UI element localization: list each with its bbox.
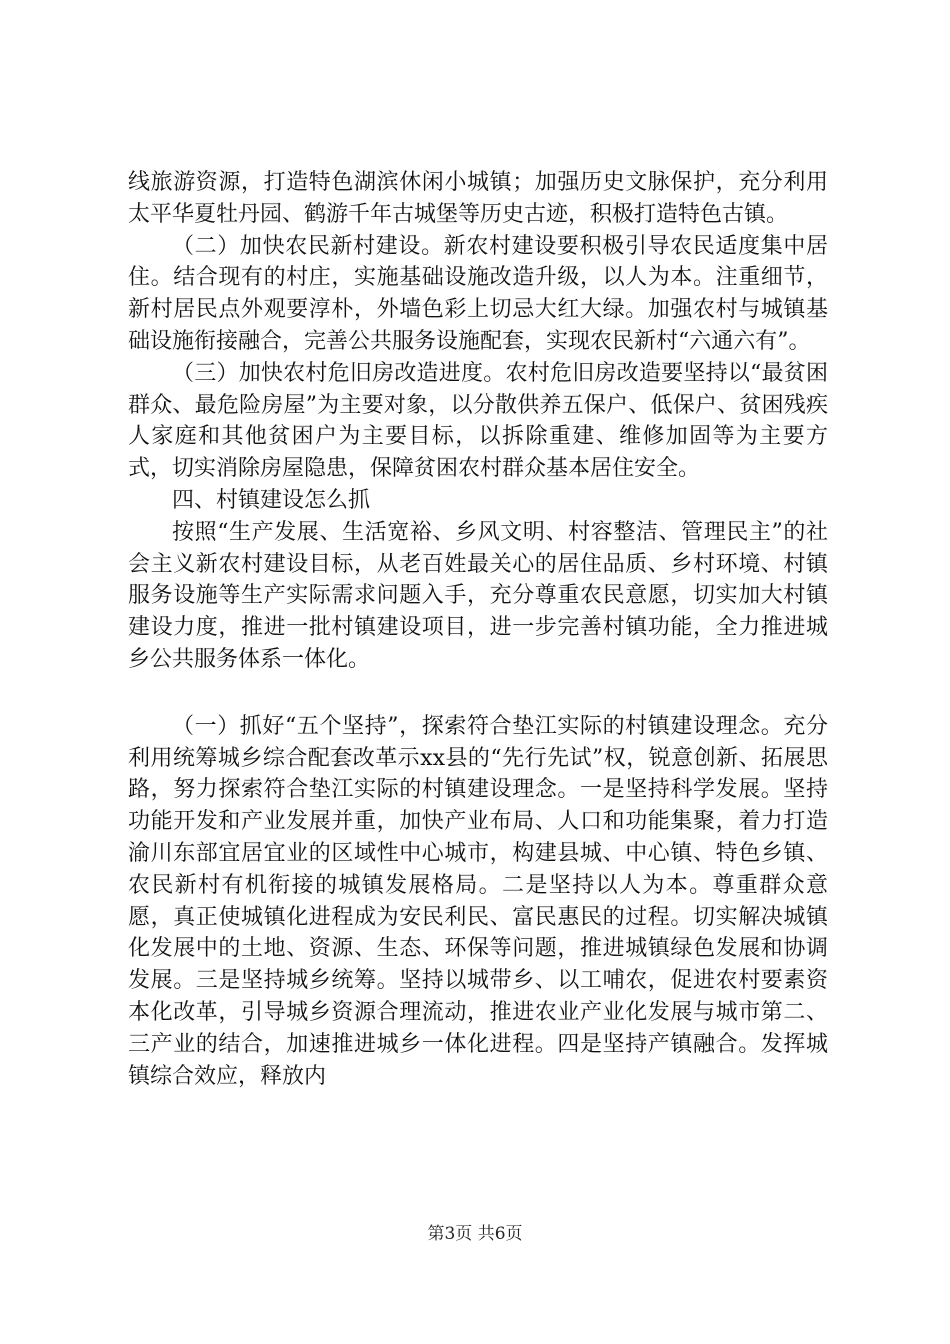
document-body: [128, 167, 828, 1092]
paragraph-dilapidated-housing: （三）加快农村危旧房改造进度。农村危旧房改造要坚持以“最贫困群众、最危险房屋”为主要对象，以分散供养五保户、低保户、贫困残疾人家庭和其他贫困户为主要目标，以拆除重建、维修加固等为主要方式，切实消除房屋隐患，保障贫困农村群众基本居住安全。: [128, 360, 828, 482]
paragraph-five-persist: （一）抓好“五个坚持”，探索符合垫江实际的村镇建设理念。充分利用统筹城乡综合配套改革示xx县的“先行先试”权，锐意创新、拓展思路，努力探索符合垫江实际的村镇建设理念。一是坚持科学发展。坚持功能开发和产业发展并重，加快产业布局、人口和功能集聚，着力打造渝川东部宜居宜业的区域性中心城市，构建县城、中心镇、特色乡镇、农民新村有机衔接的城镇发展格局。二是坚持以人为本。尊重群众意愿，真正使城镇化进程成为安民利民、富民惠民的过程。切实解决城镇化发展中的土地、资源、生态、环保等问题，推进城镇绿色发展和协调发展。三是坚持城乡统筹。坚持以城带乡、以工哺农，促进农村要素资本化改革，引导城乡资源合理流动，推进农业产业化发展与城市第二、三产业的结合，加速推进城乡一体化进程。四是坚持产镇融合。发挥城镇综合效应，释放内: [128, 713, 828, 1089]
paragraph-gap: [128, 676, 828, 711]
paragraph-new-village: （二）加快农民新村建设。新农村建设要积极引导农民适度集中居住。结合现有的村庄，实施基础设施改造升级，以人为本。注重细节，新村居民点外观要淳朴，外墙色彩上切忌大红大绿。加强农村与城镇基础设施衔接融合，完善公共服务设施配套，实现农民新村“六通六有”。: [128, 233, 828, 354]
section-heading: 四、村镇建设怎么抓: [172, 487, 371, 513]
paragraph-continuation: 线旅游资源，打造特色湖滨休闲小城镇；加强历史文脉保护，充分利用太平华夏牡丹园、鹤游千年古城堡等历史古迹，积极打造特色古镇。: [128, 170, 828, 227]
page-number-footer: 第3页 共6页: [427, 1224, 523, 1244]
paragraph-goals: 按照“生产发展、生活宽裕、乡风文明、村容整洁、管理民主”的社会主义新农村建设目标，从老百姓最关心的居住品质、乡村环境、村镇服务设施等生产实际需求问题入手，充分尊重农民意愿，切实加大村镇建设力度，推进一批村镇建设项目，进一步完善村镇功能，全力推进城乡公共服务体系一体化。: [128, 519, 828, 672]
